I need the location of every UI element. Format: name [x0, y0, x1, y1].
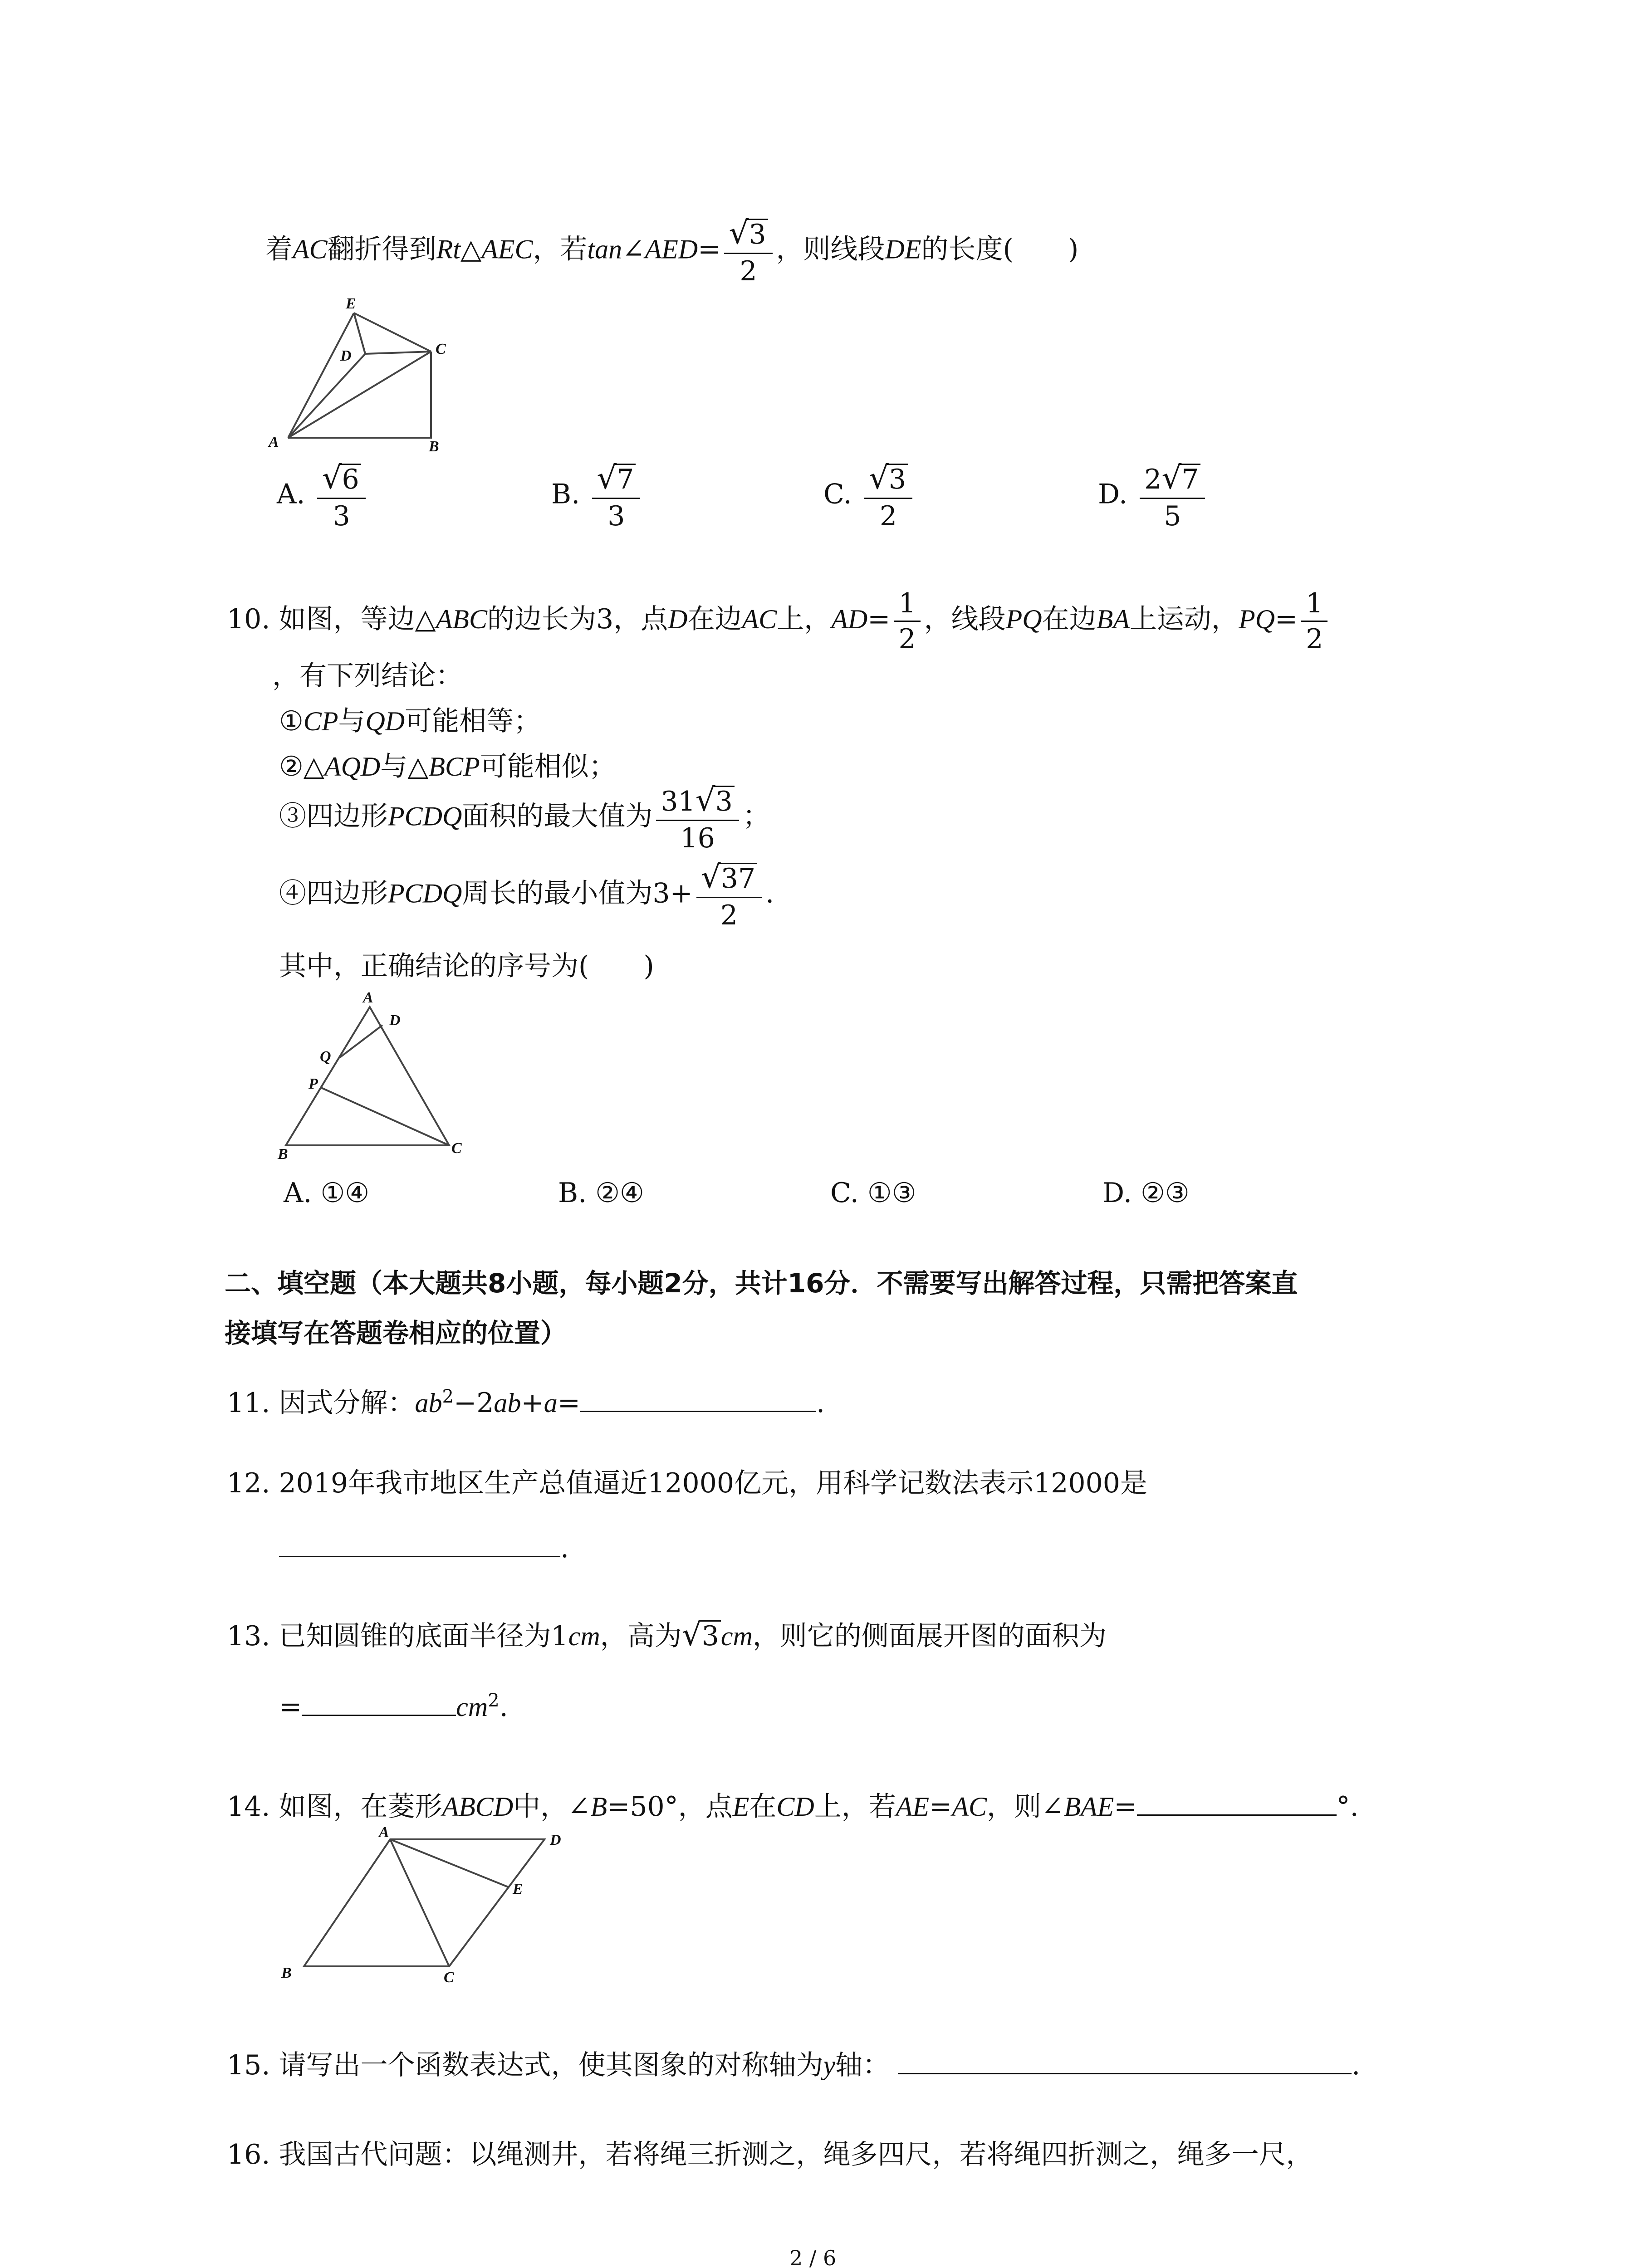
exponent: 2 — [442, 1386, 454, 1407]
q10-option-b[interactable] — [558, 1179, 644, 1207]
fraction: $\frac{√6}{3}$ — [317, 463, 365, 530]
var: Rt — [436, 234, 460, 264]
label-c: C — [444, 1969, 454, 1986]
radicand: 37 — [719, 863, 757, 892]
page-number: 2 / 6 — [789, 2246, 837, 2268]
section-2-heading-cont: 接填写在答题卷相应的位置） — [225, 1318, 567, 1349]
var: ABCD — [442, 1792, 514, 1822]
denominator: 2 — [1306, 623, 1323, 655]
var: AD — [831, 604, 868, 635]
text: ③四边形 — [279, 800, 388, 832]
question-number: 13. — [227, 1620, 270, 1652]
q9-option-b[interactable] — [551, 460, 644, 532]
q9-option-d[interactable] — [1098, 460, 1209, 532]
option-text: ②③ — [1141, 1177, 1190, 1209]
label-q: Q — [320, 1048, 331, 1065]
q9-option-c[interactable] — [823, 460, 916, 532]
text: 翻折得到 — [327, 233, 436, 265]
option-letter: B. — [551, 478, 580, 510]
label-b: B — [278, 1146, 288, 1161]
numerator: 1 — [894, 590, 920, 622]
var: PCDQ — [388, 801, 462, 831]
text: 可能相等； — [405, 705, 541, 737]
text: . — [816, 1387, 825, 1419]
var: y — [823, 2050, 836, 2080]
label-b: B — [429, 438, 439, 454]
question-number: 15. — [227, 2049, 270, 2081]
q10-ask: 其中，正确结论的序号为( ) — [279, 950, 654, 982]
q10-option-d[interactable] — [1102, 1179, 1190, 1207]
numerator: 1 — [1301, 590, 1327, 622]
q15 — [227, 2046, 1360, 2079]
radicand: 6 — [340, 464, 361, 493]
segment-de — [354, 313, 365, 354]
fraction — [1301, 587, 1327, 655]
denominator: 2 — [720, 899, 738, 931]
radical: √3 — [682, 1619, 721, 1651]
text: ∠ — [622, 233, 645, 265]
question-number: 16. — [227, 2139, 270, 2170]
var: PQ — [1005, 604, 1042, 635]
coef: 31 — [661, 786, 696, 817]
segment-ac — [390, 1839, 449, 1966]
option-letter: A. — [277, 478, 305, 510]
text: 面积的最大值为 — [462, 800, 653, 832]
q9-figure — [263, 295, 454, 454]
text: = — [1114, 1791, 1137, 1823]
text: 中，∠ — [513, 1791, 591, 1823]
text: 2019年我市地区生产总值逼近12000亿元，用科学记数法表示12000是 — [279, 1467, 1147, 1499]
var: E — [732, 1792, 749, 1822]
section-2-heading: 二、填空题（本大题共8小题，每小题2分，共计16分．不需要写出解答过程，只需把答案直 — [225, 1268, 1298, 1299]
q11 — [227, 1383, 825, 1417]
label-a: A — [363, 989, 373, 1006]
option-letter: B. — [558, 1177, 587, 1209]
denominator: 2 — [898, 623, 916, 655]
var: BA — [1096, 604, 1130, 635]
text: 着 — [265, 233, 293, 265]
question-number: 11. — [227, 1387, 270, 1419]
q13-answer-line — [279, 1687, 508, 1721]
radicand: 3 — [714, 786, 735, 815]
denominator: 5 — [1164, 500, 1181, 532]
q12-answer-line — [279, 1529, 569, 1562]
q10-option-c[interactable] — [830, 1179, 916, 1207]
segment-ec — [354, 313, 431, 352]
q10-stem — [227, 587, 1331, 655]
label-e: E — [513, 1881, 523, 1897]
text: 在 — [749, 1791, 777, 1823]
option-text: ①③ — [867, 1177, 916, 1209]
var: ABC — [436, 604, 487, 635]
text: −2 — [453, 1387, 494, 1419]
q10-conclusion-1 — [279, 705, 541, 737]
unit: cm — [720, 1621, 753, 1651]
text: 在边 — [1042, 603, 1097, 635]
text: = — [867, 603, 891, 635]
denominator: 2 — [879, 500, 897, 532]
text: 上， — [777, 603, 832, 635]
var: CP — [303, 706, 338, 736]
segment-dc — [365, 352, 431, 354]
text: 如图，等边△ — [279, 603, 436, 635]
unit: cm — [568, 1621, 600, 1651]
label-p: P — [309, 1075, 318, 1092]
q9-option-a[interactable] — [277, 460, 369, 532]
label-d: D — [389, 1012, 401, 1029]
option-letter: D. — [1098, 478, 1128, 510]
q16 — [227, 2141, 1313, 2168]
text: 在边 — [687, 603, 742, 635]
q14-figure — [272, 1821, 590, 1989]
var: QD — [365, 706, 405, 736]
text: ，高为 — [600, 1620, 682, 1652]
var: PCDQ — [388, 878, 462, 909]
var: tan — [587, 234, 622, 264]
label-e: E — [346, 295, 356, 312]
text: . — [499, 1691, 508, 1723]
var: B — [590, 1792, 607, 1822]
radicand: 7 — [1180, 464, 1200, 493]
denominator: 16 — [680, 822, 715, 854]
var: DE — [885, 234, 921, 264]
fraction: $\frac{√3}{2}$ — [724, 218, 772, 285]
label-c: C — [436, 341, 446, 357]
denominator: 3 — [607, 500, 625, 532]
text: △ — [460, 233, 482, 265]
q12 — [227, 1467, 1147, 1499]
coef: 2 — [1144, 464, 1162, 495]
q10-conclusion-2 — [279, 753, 616, 780]
text: 可能相似； — [480, 751, 616, 782]
text: ④四边形 — [279, 877, 388, 909]
var: AC — [293, 234, 328, 264]
text: ，线段 — [924, 603, 1006, 635]
text: = — [279, 1691, 302, 1723]
var: a — [544, 1388, 558, 1418]
option-letter: C. — [823, 478, 852, 510]
fraction: $\frac{2√7}{5}$ — [1140, 463, 1205, 530]
option-text: ②④ — [595, 1177, 644, 1209]
text: = — [557, 1387, 580, 1419]
question-number: 10. — [227, 603, 270, 635]
text: = — [1274, 603, 1298, 635]
denominator: 3 — [333, 500, 350, 532]
exponent: 2 — [488, 1690, 500, 1711]
unit: cm — [456, 1692, 488, 1722]
label-d: D — [550, 1832, 561, 1848]
var: BAE — [1064, 1792, 1114, 1822]
text: . — [1352, 2049, 1361, 2081]
text: 与 — [338, 705, 366, 737]
option-letter: C. — [830, 1177, 859, 1209]
text: =50°，点 — [607, 1791, 733, 1823]
q14 — [227, 1787, 1359, 1823]
var: AEC — [481, 234, 533, 264]
option-letter: D. — [1102, 1177, 1132, 1209]
text: 轴： — [835, 2049, 890, 2081]
q10-figure — [272, 989, 481, 1161]
var: AC — [952, 1792, 987, 1822]
radicand: 3 — [700, 1620, 721, 1650]
q13 — [227, 1619, 1107, 1651]
fraction: $\frac{√7}{3}$ — [592, 463, 640, 530]
text: = — [698, 233, 721, 265]
var: ab — [494, 1388, 521, 1418]
label-b: B — [281, 1965, 292, 1981]
text: 请写出一个函数表达式，使其图象的对称轴为 — [279, 2049, 823, 2081]
text: 因式分解： — [279, 1387, 415, 1419]
denominator: 2 — [740, 255, 757, 287]
text: . — [560, 1532, 569, 1564]
var: AED — [645, 234, 698, 264]
text: °. — [1336, 1791, 1359, 1823]
segment-ac — [288, 352, 431, 438]
radicand: 3 — [747, 219, 768, 248]
text: ②△ — [279, 751, 324, 782]
text: ，则它的侧面展开图的面积为 — [752, 1620, 1107, 1652]
segment-ae — [390, 1839, 508, 1887]
var: CD — [776, 1792, 814, 1822]
text: ，则∠ — [987, 1791, 1064, 1823]
text: 的长度( ) — [921, 233, 1079, 265]
fraction: $\frac{√3}{2}$ — [864, 463, 912, 530]
option-letter: A. — [284, 1177, 312, 1209]
label-a: A — [269, 434, 279, 450]
fraction: $\frac{√37}{2}$ — [696, 862, 762, 929]
segment-qd — [339, 1025, 382, 1058]
text: 的边长为3，点 — [487, 603, 668, 635]
var: AQD — [324, 752, 381, 782]
fraction — [894, 587, 920, 655]
radicand: 7 — [615, 464, 636, 493]
var: PQ — [1238, 604, 1275, 635]
text: 周长的最小值为3+ — [462, 877, 693, 909]
text: 我国古代问题：以绳测井，若将绳三折测之，绳多四尺，若将绳四折测之，绳多一尺， — [279, 2139, 1313, 2170]
label-a: A — [379, 1824, 389, 1841]
text: ① — [279, 705, 304, 737]
label-c: C — [451, 1140, 462, 1157]
q10-line2: ，有下列结论： — [272, 660, 463, 692]
answer-blank[interactable] — [1137, 1787, 1337, 1816]
q10-option-a[interactable] — [284, 1179, 369, 1207]
text: + — [521, 1387, 544, 1419]
text: ，则线段 — [776, 233, 885, 265]
text: ； — [742, 800, 770, 832]
var: D — [668, 604, 688, 635]
var: BCP — [428, 752, 480, 782]
text: 上运动， — [1129, 603, 1239, 635]
text: . — [765, 877, 774, 909]
q10-conclusion-3 — [279, 782, 770, 854]
label-d: D — [340, 347, 352, 364]
segment-pc — [321, 1088, 449, 1145]
fraction: $\frac{31√3}{16}$ — [656, 785, 739, 852]
segment-ae — [288, 313, 354, 438]
var: AE — [896, 1792, 930, 1822]
answer-blank[interactable] — [302, 1687, 456, 1716]
answer-blank[interactable] — [898, 2046, 1352, 2074]
text: = — [929, 1791, 952, 1823]
text: 上，若 — [814, 1791, 896, 1823]
text: 已知圆锥的底面半径为1 — [279, 1620, 568, 1652]
q9-stem — [265, 215, 1079, 287]
rhombus-abcd — [304, 1839, 544, 1966]
text: 与△ — [380, 751, 429, 782]
option-text: ①④ — [320, 1177, 370, 1209]
var: AC — [742, 604, 777, 635]
answer-blank[interactable] — [279, 1529, 560, 1557]
text: ，若 — [533, 233, 588, 265]
var: ab — [415, 1388, 442, 1418]
radicand: 3 — [887, 464, 908, 493]
answer-blank[interactable] — [580, 1383, 816, 1412]
q10-conclusion-4 — [279, 859, 774, 931]
text: 如图，在菱形 — [279, 1791, 442, 1823]
question-number: 14. — [227, 1791, 270, 1823]
question-number: 12. — [227, 1467, 270, 1499]
